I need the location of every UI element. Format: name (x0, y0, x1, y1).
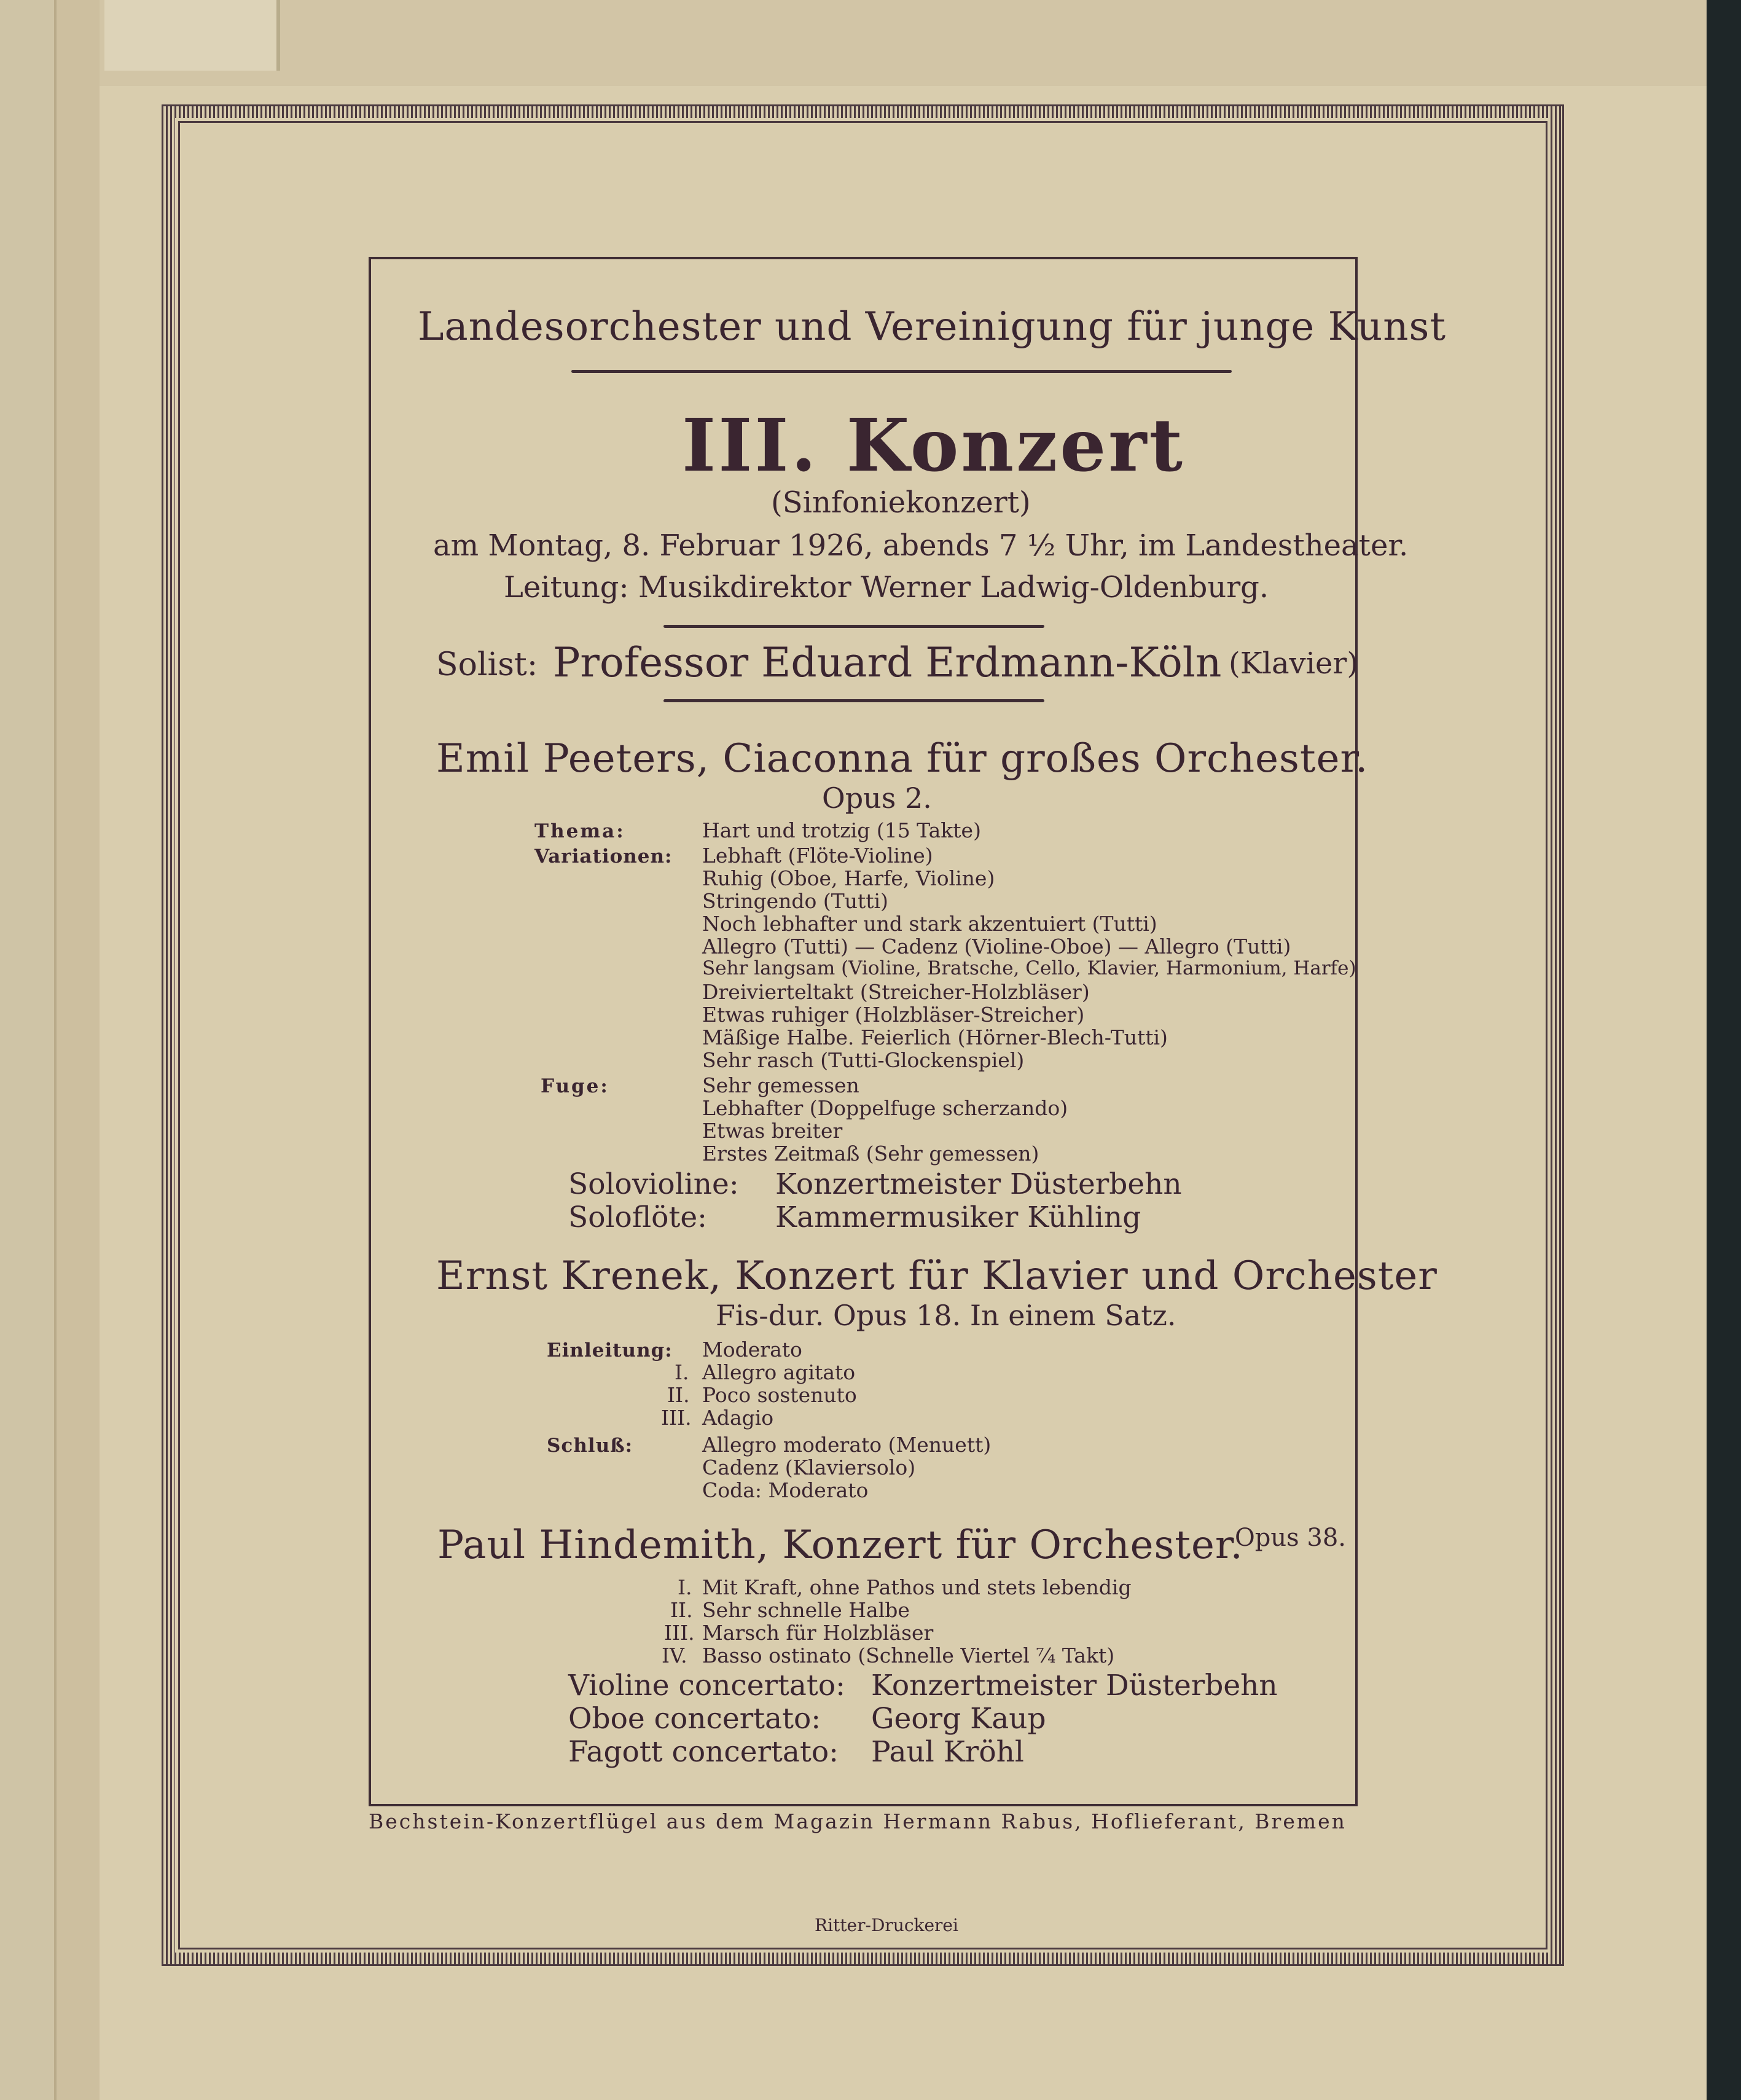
solo-name: Kammermusiker Kühling (775, 1201, 1141, 1234)
variation-item: Allegro (Tutti) — Cadenz (Violine-Oboe) — Allegro (Tutti) (702, 934, 1291, 958)
header-organizers: Landesorchester und Vereinigung für junge Kunst (418, 304, 1447, 350)
page-tab (104, 0, 280, 71)
schluss-item: Coda: Moderato (702, 1478, 869, 1502)
variation-item: Dreivierteltakt (Streicher-Holzbläser) (702, 980, 1090, 1004)
variation-item: Lebhaft (Flöte-Violine) (702, 844, 933, 868)
solo-name: Konzertmeister Düsterbehn (775, 1167, 1182, 1201)
section-number: I. (675, 1360, 689, 1384)
work-key-opus: Fis-dur. Opus 18. In einem Satz. (716, 1299, 1176, 1332)
variation-item: Stringendo (Tutti) (702, 889, 888, 913)
work-opus: Opus 2. (822, 782, 932, 815)
fuge-item: Etwas breiter (702, 1119, 843, 1143)
variation-item: Noch lebhafter und stark akzentuiert (Tutti) (702, 912, 1157, 936)
fuge-item: Sehr gemessen (702, 1073, 859, 1097)
divider (571, 370, 1232, 373)
soloist-label: Solist: (436, 646, 538, 683)
concertato-name: Georg Kaup (871, 1702, 1046, 1736)
section-text: Allegro agitato (702, 1360, 856, 1384)
concertato-role: Fagott concertato: (568, 1735, 839, 1769)
work-opus: Opus 38. (1235, 1524, 1347, 1552)
work-title: Ernst Krenek, Konzert für Klavier und Orchester (436, 1253, 1438, 1299)
thema-text: Hart und trotzig (15 Takte) (702, 818, 981, 842)
movement-number: II. (670, 1598, 693, 1622)
movement-number: IV. (662, 1644, 687, 1667)
section-text: Poco sostenuto (702, 1383, 857, 1407)
movement-text: Basso ostinato (Schnelle Viertel ⁷⁄₄ Takt) (702, 1644, 1115, 1667)
concert-subtitle: (Sinfoniekonzert) (771, 485, 1031, 520)
movement-text: Sehr schnelle Halbe (702, 1598, 910, 1622)
thema-label: Thema: (534, 820, 625, 842)
variation-item: Sehr rasch (Tutti-Glockenspiel) (702, 1048, 1025, 1072)
movement-number: I. (678, 1575, 692, 1599)
section-number: III. (661, 1406, 692, 1430)
section-number: II. (667, 1383, 690, 1407)
schluss-label: Schluß: (547, 1435, 633, 1457)
section-text: Adagio (702, 1406, 774, 1430)
solo-role: Solovioline: (568, 1167, 739, 1201)
concertato-role: Violine concertato: (568, 1669, 845, 1702)
divider (663, 625, 1044, 628)
concert-leader: Leitung: Musikdirektor Werner Ladwig-Oldenburg. (504, 570, 1269, 605)
variation-item: Sehr langsam (Violine, Bratsche, Cello, Klavier, Harmonium, Harfe) (702, 957, 1356, 979)
movement-text: Mit Kraft, ohne Pathos und stets lebendig (702, 1575, 1132, 1599)
variationen-label: Variationen: (534, 845, 673, 868)
concertato-name: Paul Kröhl (871, 1735, 1024, 1769)
schluss-item: Cadenz (Klaviersolo) (702, 1456, 916, 1479)
printer-imprint: Ritter-Druckerei (815, 1915, 958, 1935)
schluss-item: Allegro moderato (Menuett) (702, 1433, 992, 1457)
solo-role: Soloflöte: (568, 1201, 708, 1234)
work-title: Paul Hindemith, Konzert für Orchester. (437, 1522, 1243, 1568)
piano-sponsor-footer: Bechstein-Konzertflügel aus dem Magazin Hermann Rabus, Hoflieferant, Bremen (369, 1809, 1347, 1833)
movement-number: III. (664, 1621, 695, 1645)
soloist-instrument: (Klavier) (1229, 646, 1359, 681)
einleitung-label: Einleitung: (547, 1339, 673, 1361)
movement-text: Marsch für Holzbläser (702, 1621, 934, 1645)
fuge-item: Lebhafter (Doppelfuge scherzando) (702, 1096, 1068, 1120)
concertato-name: Konzertmeister Düsterbehn (871, 1669, 1278, 1702)
divider (663, 699, 1044, 702)
variation-item: Etwas ruhiger (Holzbläser-Streicher) (702, 1003, 1085, 1027)
variation-item: Ruhig (Oboe, Harfe, Violine) (702, 866, 995, 890)
concertato-role: Oboe concertato: (568, 1702, 821, 1736)
concert-title: III. Konzert (682, 402, 1185, 488)
concert-date: am Montag, 8. Februar 1926, abends 7 ½ Uhr, im Landestheater. (433, 528, 1409, 563)
soloist-name: Professor Eduard Erdmann-Köln (553, 639, 1222, 686)
fuge-label: Fuge: (541, 1075, 609, 1097)
scan-background (1707, 0, 1741, 2100)
variation-item: Mäßige Halbe. Feierlich (Hörner-Blech-Tutti) (702, 1025, 1168, 1049)
work-title: Emil Peeters, Ciaconna für großes Orchester. (436, 736, 1369, 782)
einleitung-text: Moderato (702, 1338, 802, 1361)
fuge-item: Erstes Zeitmaß (Sehr gemessen) (702, 1142, 1039, 1166)
